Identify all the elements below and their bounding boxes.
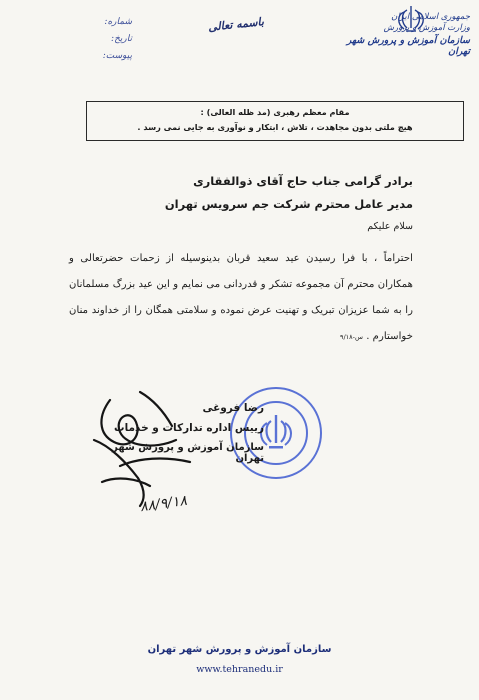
signatory-title: رییس اداره تدارکات و خدمات (114, 422, 264, 434)
signatory-org: سازمان آموزش و پرورش شهر تهران (112, 442, 264, 464)
reference-code: س-٩/١٨ (339, 333, 363, 341)
meta-date-label: تاریخ: (111, 34, 132, 44)
addressee-line-2: مدیر عامل محترم شرکت جم سرویس تهران (164, 197, 413, 211)
footer-website[interactable] (0, 664, 479, 675)
website-link[interactable]: www.tehranedu.ir (196, 664, 283, 675)
gov-line-3: سازمان آموزش و پرورش شهر تهران (346, 35, 470, 57)
meta-attachment-label: پیوست: (102, 51, 132, 61)
signatory-block (104, 402, 264, 464)
letter-body-text: احتراماً ، با فرا رسیدن عید سعید قربان بدینوسیله از زحمات حضرتعالی و همکاران محترم آن مجموعه تشکر و قدردانی می نمایم و این عید بزرگ مسلمانان را به شما عزیزان تبریک و تهنیت عرض نموده و سلامتی همگان را از خداوند منان خواستارم . (69, 253, 413, 342)
government-header (330, 12, 470, 57)
letter-meta (92, 14, 132, 65)
handwritten-date: ٨۸/٩/١٨ (139, 492, 188, 516)
bismillah-heading: باسمه تعالی (207, 15, 265, 34)
salutation: سلام علیکم (367, 221, 413, 232)
gov-line-2: وزارت آموزش و پرورش (383, 23, 470, 33)
signatory-name: رضا فروغی (202, 402, 264, 414)
addressee-line-1: برادر گرامی جناب حاج آقای ذوالفقاری (193, 174, 413, 188)
meta-number-label: شماره: (104, 17, 132, 27)
leader-quote-box (86, 101, 464, 141)
gov-line-1: جمهوری اسلامی ایران (391, 12, 470, 22)
footer-organization: سازمان آموزش و پرورش شهر تهران (147, 644, 332, 655)
quote-text: هیچ ملتی بدون مجاهدت ، تلاش ، ابتکار و نوآوری به جایی نمی رسد . (137, 122, 413, 132)
addressee (73, 170, 413, 216)
quote-attribution: مقام معظم رهبری (مد ظله العالی) : (200, 107, 350, 117)
letter-body (69, 246, 413, 350)
